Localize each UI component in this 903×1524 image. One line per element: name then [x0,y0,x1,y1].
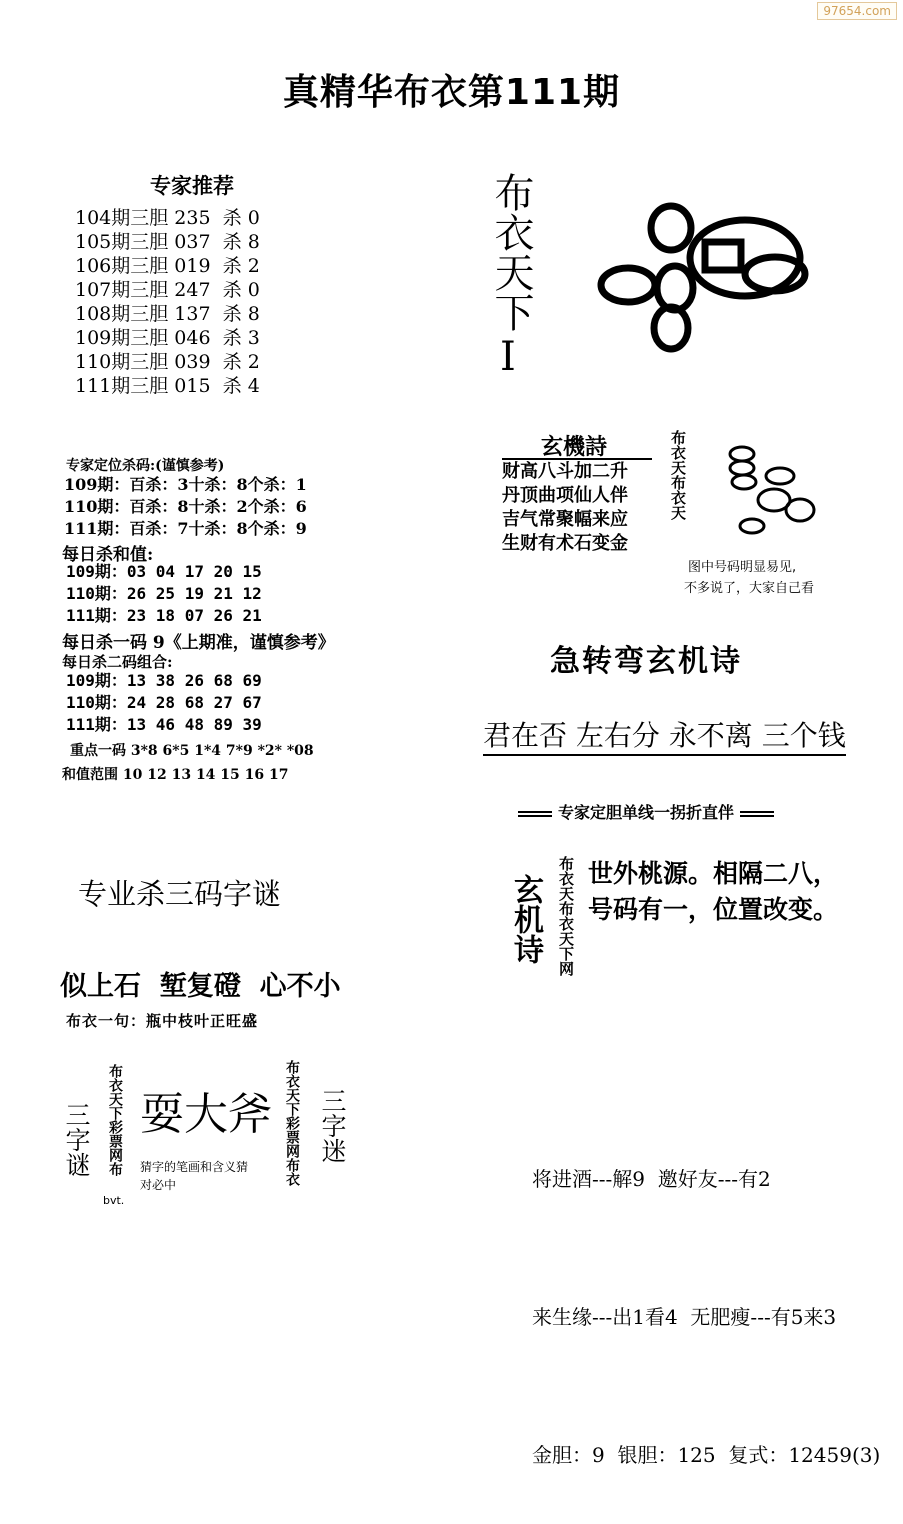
answer-line: 将进酒---解9 邀好友---有2 [532,1167,771,1191]
expert-row: 106期三胆 019 杀 2 [75,255,260,277]
xuanji-note-1: 图中号码明显易见, [688,560,797,575]
expert-list [75,206,260,398]
riddle-caption-2: 对必中 [140,1178,177,1192]
xuanji-heading: 玄機詩 [541,434,608,460]
dingwei-row: 109期：百杀：3十杀：8个杀：1 [64,475,307,494]
sanzimi-right: 三字迷 [318,1088,347,1163]
daily-two-row: 111期：13 46 48 89 39 [66,715,262,734]
xuanji-lines [502,460,628,556]
daily-sum-row: 110期：26 25 19 21 12 [66,584,262,603]
bottom-left-vertical: 布衣天下彩票网布 [107,1064,123,1176]
daily-two-row: 110期：24 28 68 27 67 [66,693,262,712]
dingwei-row: 110期：百杀：8十杀：2个杀：6 [64,497,307,516]
bottom-right-vertical: 布衣天下彩票网布衣 [284,1060,300,1186]
xuanji2-line: 世外桃源。相隔二八， [588,859,839,888]
riddle-caption-1: 猜字的笔画和含义猜 [140,1160,249,1174]
buyi-roman: I [500,334,516,380]
daily-sum-list [66,561,262,627]
answer-line: 来生缘---出1看4 无肥瘦---有5来3 [532,1305,837,1329]
xuanji2-line: 号码有一，位置改变。 [588,895,839,924]
poem-line: 吉气常聚幅来应 [502,509,628,530]
big-riddle: 耍大斧 [140,1089,272,1140]
single-line-tip [512,800,780,823]
daily-two-row: 109期：13 38 26 68 69 [66,671,262,690]
poem-line: 生财有术石变金 [502,533,628,554]
dingwei-heading: 专家定位杀码:(谨慎参考) [66,458,225,474]
daily-sum-row: 111期：23 18 07 26 21 [66,606,262,625]
daily-one-code: 每日杀一码 9《上期准，谨慎参考》 [62,633,335,653]
page-title: 真精华布衣第111期 [282,72,621,113]
daily-two-heading: 每日杀二码组合: [62,653,173,671]
xuanji2-text [588,856,838,928]
single-line-text: 专家定胆单线一拐折直伴 [558,803,735,822]
expert-row: 107期三胆 247 杀 0 [75,279,260,301]
expert-row: 110期三胆 039 杀 2 [75,351,260,373]
answer-line: 金胆：9 银胆：125 复式：12459(3) [532,1443,881,1467]
xuanji-side-vertical: 布衣天布衣天 [669,430,687,520]
daily-sum-row: 109期：03 04 17 20 15 [66,562,262,581]
bottom-left-vertical-tail: bvt. [103,1194,125,1207]
sum-range: 和值范围 10 12 13 14 15 16 17 [62,767,289,783]
watermark: 97654.com [817,2,897,20]
sanzimi-left: 三字谜 [62,1102,91,1177]
jizhuanwan-line: 君在否 左右分 永不离 三个钱 [483,718,846,756]
xuanji2-side-vertical: 布衣天布衣天下网 [557,856,575,976]
poem-line: 丹顶曲项仙人伴 [502,485,628,506]
daily-two-list [66,670,262,736]
bottom-answers [532,1064,880,1524]
right-double-line [740,811,774,817]
expert-row: 105期三胆 037 杀 8 [75,231,260,253]
dingwei-list [64,474,307,540]
kill3-heading: 专业杀三码字谜 [78,877,282,911]
coins-illustration [595,192,845,362]
poem-line: 财高八斗加二升 [502,461,628,482]
xuanji2-vertical-label: 玄机诗 [508,874,543,964]
expert-row: 104期三胆 235 杀 0 [75,207,260,229]
expert-heading: 专家推荐 [150,173,234,198]
jizhuanwan-heading: 急转弯玄机诗 [550,644,742,679]
daily-sum-heading: 每日杀和值: [62,545,154,565]
left-double-line [518,811,552,817]
kill3-riddle: 似上石 堑复磴 心不小 [60,971,341,1002]
expert-row: 108期三胆 137 杀 8 [75,303,260,325]
expert-row: 111期三胆 015 杀 4 [75,375,260,397]
kill3-buyi-sentence: 布衣一句：瓶中枝叶正旺盛 [66,1012,259,1030]
dingwei-row: 111期：百杀：7十杀：8个杀：9 [64,519,307,538]
xuanji-note-2: 不多说了，大家自己看 [684,581,815,596]
buyi-vertical-title: 布衣天下 [488,172,534,332]
small-coins-illustration [722,440,822,540]
expert-row: 109期三胆 046 杀 3 [75,327,260,349]
key-code: 重点一码 3*8 6*5 1*4 7*9 *2* *08 [70,743,314,759]
